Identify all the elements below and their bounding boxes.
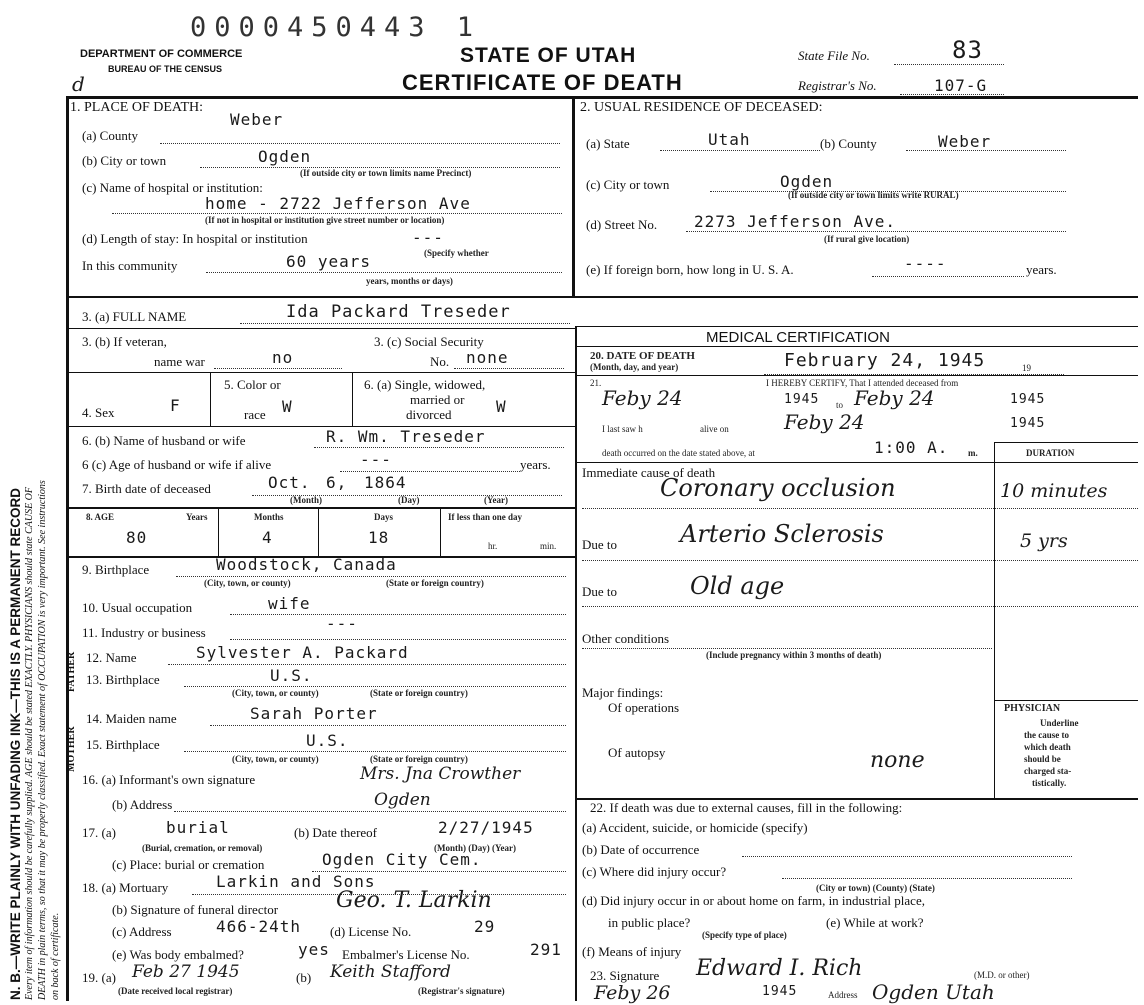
last-saw-year: 1945 — [1010, 416, 1046, 431]
less-than-day-label: If less than one day — [448, 512, 523, 522]
mother-place-note: (City, town, or county) — [232, 754, 319, 764]
immediate-duration: 10 minutes — [1000, 480, 1108, 502]
res-county: Weber — [938, 132, 992, 151]
informant-address-label: (b) Address — [112, 797, 173, 812]
specify-note: (Specify whether — [424, 248, 489, 258]
state-file-value: 83 — [952, 36, 983, 64]
type-note: (Specify type of place) — [702, 930, 787, 940]
immediate-label: Immediate cause of death — [582, 465, 716, 480]
signature-label: 23. Signature — [590, 968, 660, 983]
last-saw-label: I last saw h — [602, 424, 643, 434]
embalmed-value: yes — [298, 940, 330, 959]
received-date: Feb 27 1945 — [132, 962, 240, 982]
mother-state-note: (State or foreign country) — [370, 754, 468, 764]
age-spouse-label: 6 (c) Age of husband or wife if alive — [82, 457, 272, 472]
death-date: February 24, 1945 — [784, 350, 986, 371]
occupation-label: 10. Usual occupation — [82, 600, 193, 615]
married-label: married or — [410, 392, 465, 407]
veteran-label: 3. (b) If veteran, — [82, 334, 167, 349]
father-name-label: 12. Name — [86, 650, 137, 665]
medical-heading: MEDICAL CERTIFICATION — [706, 329, 890, 346]
city-label: (b) City or town — [82, 153, 167, 168]
death-time: 1:00 A. — [874, 438, 949, 457]
res-foreign: ---- — [904, 254, 947, 273]
mortuary-label: 18. (a) Mortuary — [82, 880, 169, 895]
corner-mark: d — [72, 72, 85, 96]
age-spouse-unit: years. — [520, 457, 551, 472]
farm-label: (d) Did injury occur in or about home on farm, in industrial place, — [582, 893, 925, 908]
birthdate-year: 1864 — [364, 473, 407, 492]
res-street-note: (If rural give location) — [824, 234, 910, 244]
burial-note: (Burial, cremation, or removal) — [142, 843, 263, 853]
age-months: 4 — [262, 528, 273, 547]
autopsy-label: Of autopsy — [608, 745, 666, 760]
operations-label: Of operations — [608, 700, 680, 715]
burial-date: 2/27/1945 — [438, 818, 534, 837]
accident-label: (a) Accident, suicide, or homicide (specify) — [582, 820, 808, 835]
birthdate-month: Oct. — [268, 473, 311, 492]
physician-box-line6: tistically. — [1032, 778, 1067, 788]
received-label: 19. (a) — [82, 970, 116, 985]
registrar-signature: Keith Stafford — [330, 962, 451, 982]
burial-label: 17. (a) — [82, 825, 116, 840]
external-label: 22. If death was due to external causes, fill in the following: — [590, 800, 903, 815]
res-county-label: (b) County — [820, 136, 877, 151]
occurred-label: death occurred on the date stated above, at — [602, 448, 755, 458]
public-label: in public place? — [608, 915, 691, 930]
community-note: years, months or days) — [366, 276, 453, 286]
certify-text: I HEREBY CERTIFY, That I attended deceased from — [766, 378, 959, 388]
where-note: (City or town) (County) (State) — [816, 883, 935, 893]
father-place-note: (City, town, or county) — [232, 688, 319, 698]
age-spouse-value: --- — [360, 450, 392, 469]
attended-from: Feby 24 — [602, 386, 683, 410]
res-city-label: (c) City or town — [586, 177, 670, 192]
state-title: STATE OF UTAH — [460, 44, 637, 67]
res-state: Utah — [708, 130, 751, 149]
birthplace-place-note: (City, town, or county) — [204, 578, 291, 588]
husband-name: R. Wm. Treseder — [326, 427, 486, 446]
physician-box-line5: charged sta- — [1024, 766, 1072, 776]
stay-value: --- — [412, 228, 444, 247]
mother-name-label: 14. Maiden name — [86, 711, 177, 726]
hospital-note: (If not in hospital or institution give street number or location) — [205, 215, 445, 225]
embalmed-label: (e) Was body embalmed? — [112, 947, 244, 962]
license-value: 29 — [474, 917, 496, 936]
mother-side-label: MOTHER — [66, 726, 77, 772]
margin-instruction-3: DEATH in plain terms, so that it may be properly classified. Exact statement of OCCUPATION is very important. See instructions — [37, 480, 48, 1000]
physician-box-line4: should be — [1024, 754, 1061, 764]
birthdate-day: 6, — [326, 473, 348, 492]
residence-heading: 2. USUAL RESIDENCE OF DECEASED: — [580, 100, 823, 115]
due2-label: Due to — [582, 584, 618, 599]
md-label: (M.D. or other) — [974, 970, 1030, 980]
means-label: (f) Means of injury — [582, 944, 682, 959]
due1-cause: Arterio Sclerosis — [680, 520, 884, 548]
place-burial: Ogden City Cem. — [322, 850, 482, 869]
physician-box-line1: Underline — [1040, 718, 1079, 728]
death-date-note: (Month, day, and year) — [590, 362, 679, 372]
signature-date: Feby 26 — [594, 982, 671, 1004]
birthdate-label: 7. Birth date of deceased — [82, 481, 211, 496]
res-foreign-label: (e) If foreign born, how long in U. S. A. — [586, 262, 794, 277]
informant-address: Ogden — [374, 790, 431, 810]
director-label: (b) Signature of funeral director — [112, 902, 279, 917]
due2-cause: Old age — [690, 572, 785, 600]
res-street-label: (d) Street No. — [586, 217, 658, 232]
race-value: W — [282, 397, 293, 416]
birthplace-label: 9. Birthplace — [82, 562, 150, 577]
birthplace-value: Woodstock, Canada — [216, 555, 397, 574]
birthplace-state-note: (State or foreign country) — [386, 578, 484, 588]
attended-to-year: 1945 — [1010, 392, 1046, 407]
full-name: Ida Packard Treseder — [286, 302, 511, 322]
physician-box-line3: which death — [1024, 742, 1071, 752]
death-city: Ogden — [258, 147, 312, 166]
last-saw-date: Feby 24 — [784, 410, 865, 434]
attended-to: Feby 24 — [854, 386, 935, 410]
due1-duration: 5 yrs — [1020, 530, 1068, 552]
informant-label: 16. (a) Informant's own signature — [82, 772, 256, 787]
mother-name: Sarah Porter — [250, 704, 378, 723]
father-bp-label: 13. Birthplace — [86, 672, 160, 687]
registrar-sig-note: (Registrar's signature) — [418, 986, 505, 996]
margin-instruction-main: N. B.—WRITE PLAINLY WITH UNFADING INK—THIS IS A PERMANENT RECORD — [8, 487, 23, 1000]
res-street: 2273 Jefferson Ave. — [694, 212, 897, 231]
industry-label: 11. Industry or business — [82, 625, 206, 640]
duration-label: DURATION — [1026, 448, 1075, 458]
burial-date-label: (b) Date thereof — [294, 825, 378, 840]
father-state-note: (State or foreign country) — [370, 688, 468, 698]
community-value: 60 years — [286, 252, 372, 271]
margin-instruction-4: on back of certificate. — [50, 912, 61, 1000]
mortuary-value: Larkin and Sons — [216, 872, 376, 891]
months-label: Months — [254, 512, 284, 522]
department-name: DEPARTMENT OF COMMERCE — [80, 48, 243, 60]
county-label: (a) County — [82, 128, 138, 143]
director-signature: Geo. T. Larkin — [336, 888, 492, 913]
race-label: race — [244, 407, 266, 422]
to-label: to — [836, 400, 844, 410]
res-city-note: (If outside city or town limits write RURAL) — [788, 190, 959, 200]
autopsy-value: none — [870, 748, 925, 773]
husband-label: 6. (b) Name of husband or wife — [82, 433, 246, 448]
mort-address-label: (c) Address — [112, 924, 172, 939]
death-county: Weber — [230, 110, 284, 129]
industry-value: --- — [326, 614, 358, 633]
signature-year: 1945 — [762, 984, 798, 999]
mother-birthplace: U.S. — [306, 731, 349, 750]
other-label: Other conditions — [582, 631, 670, 646]
burial-value: burial — [166, 818, 230, 837]
hr-label: hr. — [488, 541, 498, 551]
burial-date-note: (Month) (Day) (Year) — [434, 843, 516, 853]
father-side-label: FATHER — [66, 651, 77, 692]
signature-address: Ogden Utah — [872, 980, 995, 1004]
registrar-value: 107-G — [934, 76, 988, 95]
received-note: (Date received local registrar) — [118, 986, 233, 996]
death-date-suffix: 19 — [1022, 363, 1031, 373]
ss-label: 3. (c) Social Security — [374, 334, 484, 349]
m-label: m. — [968, 448, 978, 458]
due1-label: Due to — [582, 537, 618, 552]
serial-number: 0000450443 1 — [190, 12, 482, 43]
day-note: (Day) — [398, 495, 420, 505]
where-label: (c) Where did injury occur? — [582, 864, 727, 879]
place-burial-label: (c) Place: burial or cremation — [112, 857, 265, 872]
year-note: (Year) — [484, 495, 508, 505]
attended-from-year: 1945 — [784, 392, 820, 407]
name-label: 3. (a) FULL NAME — [82, 309, 187, 324]
physician-box-title: PHYSICIAN — [1004, 703, 1061, 714]
physician-box-line2: the cause to — [1024, 730, 1069, 740]
hospital-name: home - 2722 Jefferson Ave — [205, 194, 471, 213]
license-label: (d) License No. — [330, 924, 412, 939]
informant-signature: Mrs. Jna Crowther — [360, 764, 521, 784]
place-heading: 1. PLACE OF DEATH: — [70, 100, 204, 115]
registrar-label: Registrar's No. — [798, 78, 877, 93]
age-days: 18 — [368, 528, 390, 547]
father-birthplace: U.S. — [270, 666, 313, 685]
work-label: (e) While at work? — [826, 915, 924, 930]
res-foreign-unit: years. — [1026, 262, 1057, 277]
occurrence-label: (b) Date of occurrence — [582, 842, 700, 857]
war-value: no — [272, 348, 294, 367]
community-label: In this community — [82, 258, 178, 273]
death-date-label: 20. DATE OF DEATH — [590, 350, 695, 362]
margin-instruction-2: Every item of information should be carefully supplied. AGE should be stated EXACTLY. PHYSICIANS should state CAUSE OF — [24, 486, 35, 1000]
sex-value: F — [170, 396, 181, 415]
min-label: min. — [540, 541, 557, 551]
war-label: name war — [154, 354, 205, 369]
res-city: Ogden — [780, 172, 834, 191]
age-label: 8. AGE — [86, 512, 115, 522]
occupation-value: wife — [268, 594, 311, 613]
embalmer-value: 291 — [530, 940, 562, 959]
city-note: (If outside city or town limits name Precinct) — [300, 168, 472, 178]
signature-address-label: Address — [828, 990, 858, 1000]
marital-value: W — [496, 397, 507, 416]
color-label: 5. Color or — [224, 377, 281, 392]
month-note: (Month) — [290, 495, 322, 505]
single-label: 6. (a) Single, widowed, — [364, 377, 486, 392]
stay-label: (d) Length of stay: In hospital or institution — [82, 231, 308, 246]
sex-label: 4. Sex — [82, 405, 115, 420]
immediate-cause: Coronary occlusion — [660, 474, 896, 502]
findings-label: Major findings: — [582, 685, 664, 700]
mother-bp-label: 15. Birthplace — [86, 737, 160, 752]
divorced-label: divorced — [406, 407, 452, 422]
ss-no-label: No. — [430, 354, 450, 369]
mort-address: 466-24th — [216, 917, 302, 936]
alive-label: alive on — [700, 424, 729, 434]
years-label: Years — [186, 512, 208, 522]
age-years: 80 — [126, 528, 148, 547]
registrar-sig-label: (b) — [296, 970, 312, 985]
physician-signature: Edward I. Rich — [696, 956, 863, 981]
certify-number: 21. — [590, 378, 602, 388]
other-note: (Include pregnancy within 3 months of death) — [706, 650, 882, 660]
res-state-label: (a) State — [586, 136, 630, 151]
bureau-name: BUREAU OF THE CENSUS — [108, 64, 223, 74]
state-file-label: State File No. — [798, 48, 870, 63]
ss-value: none — [466, 348, 509, 367]
father-name: Sylvester A. Packard — [196, 643, 409, 662]
hospital-label: (c) Name of hospital or institution: — [82, 180, 263, 195]
embalmer-label: Embalmer's License No. — [342, 947, 470, 962]
certificate-title: CERTIFICATE OF DEATH — [402, 70, 683, 95]
days-label: Days — [374, 512, 394, 522]
